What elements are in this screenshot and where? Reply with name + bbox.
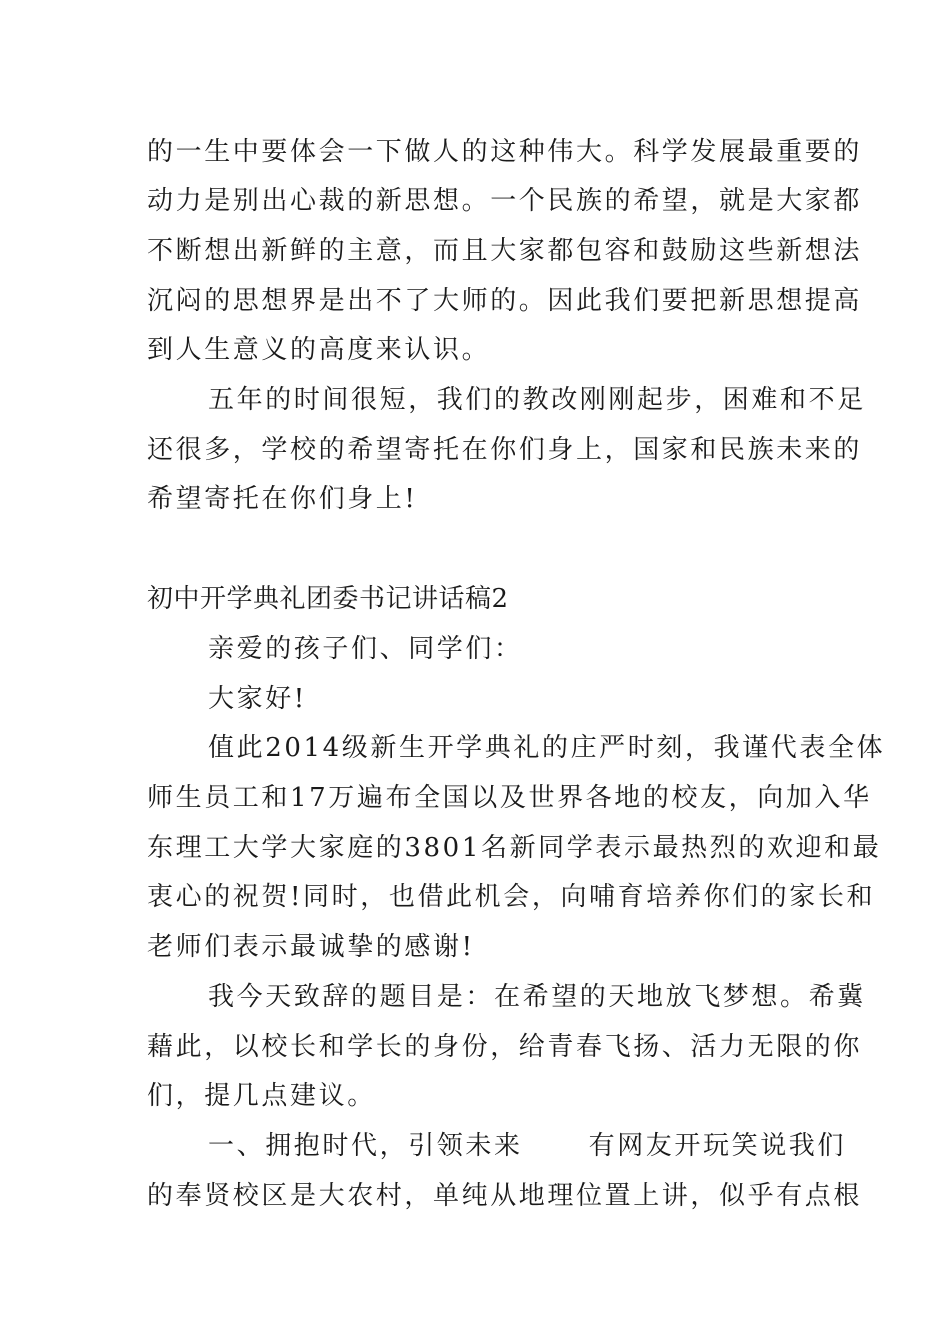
greeting-line: 大家好! bbox=[208, 684, 307, 714]
body-text-line: 师生员工和17万遍布全国以及世界各地的校友，向加入华 bbox=[147, 783, 872, 813]
subheading-line bbox=[208, 1129, 846, 1163]
body-text-line: 老师们表示最诚挚的感谢! bbox=[147, 932, 475, 962]
body-text-line: 衷心的祝贺!同时，也借此机会，向哺育培养你们的家长和 bbox=[147, 882, 876, 912]
paragraph-start-line: 五年的时间很短，我们的教改刚刚起步，困难和不足 bbox=[208, 385, 866, 415]
body-text-line: 还很多，学校的希望寄托在你们身上，国家和民族未来的 bbox=[147, 435, 863, 465]
body-text-line: 到人生意义的高度来认识。 bbox=[147, 335, 491, 365]
body-text-line: 沉闷的思想界是出不了大师的。因此我们要把新思想提高 bbox=[147, 286, 863, 316]
paragraph-start-line: 我今天致辞的题目是：在希望的天地放飞梦想。希冀 bbox=[208, 982, 866, 1012]
body-text-line: 的一生中要体会一下做人的这种伟大。科学发展最重要的 bbox=[147, 137, 863, 167]
subheading-title: 一、拥抱时代，引领未来 bbox=[208, 1131, 523, 1161]
body-text-line: 不断想出新鲜的主意，而且大家都包容和鼓励这些新想法 bbox=[147, 236, 863, 266]
body-text-line: 藉此，以校长和学长的身份，给青春飞扬、活力无限的你 bbox=[147, 1032, 863, 1062]
body-text-line: 们，提几点建议。 bbox=[147, 1081, 376, 1111]
body-text-line: 的奉贤校区是大农村，单纯从地理位置上讲，似乎有点根 bbox=[147, 1181, 863, 1211]
section-heading: 初中开学典礼团委书记讲话稿2 bbox=[147, 584, 509, 614]
salutation-line: 亲爱的孩子们、同学们： bbox=[208, 634, 523, 664]
body-text-line: 希望寄托在你们身上! bbox=[147, 484, 418, 514]
subheading-text: 有网友开玩笑说我们 bbox=[588, 1131, 847, 1161]
body-text-line: 动力是别出心裁的新思想。一个民族的希望，就是大家都 bbox=[147, 186, 863, 216]
body-text-line: 东理工大学大家庭的3801名新同学表示最热烈的欢迎和最 bbox=[147, 833, 882, 863]
paragraph-start-line: 值此2014级新生开学典礼的庄严时刻，我谨代表全体 bbox=[208, 733, 886, 763]
